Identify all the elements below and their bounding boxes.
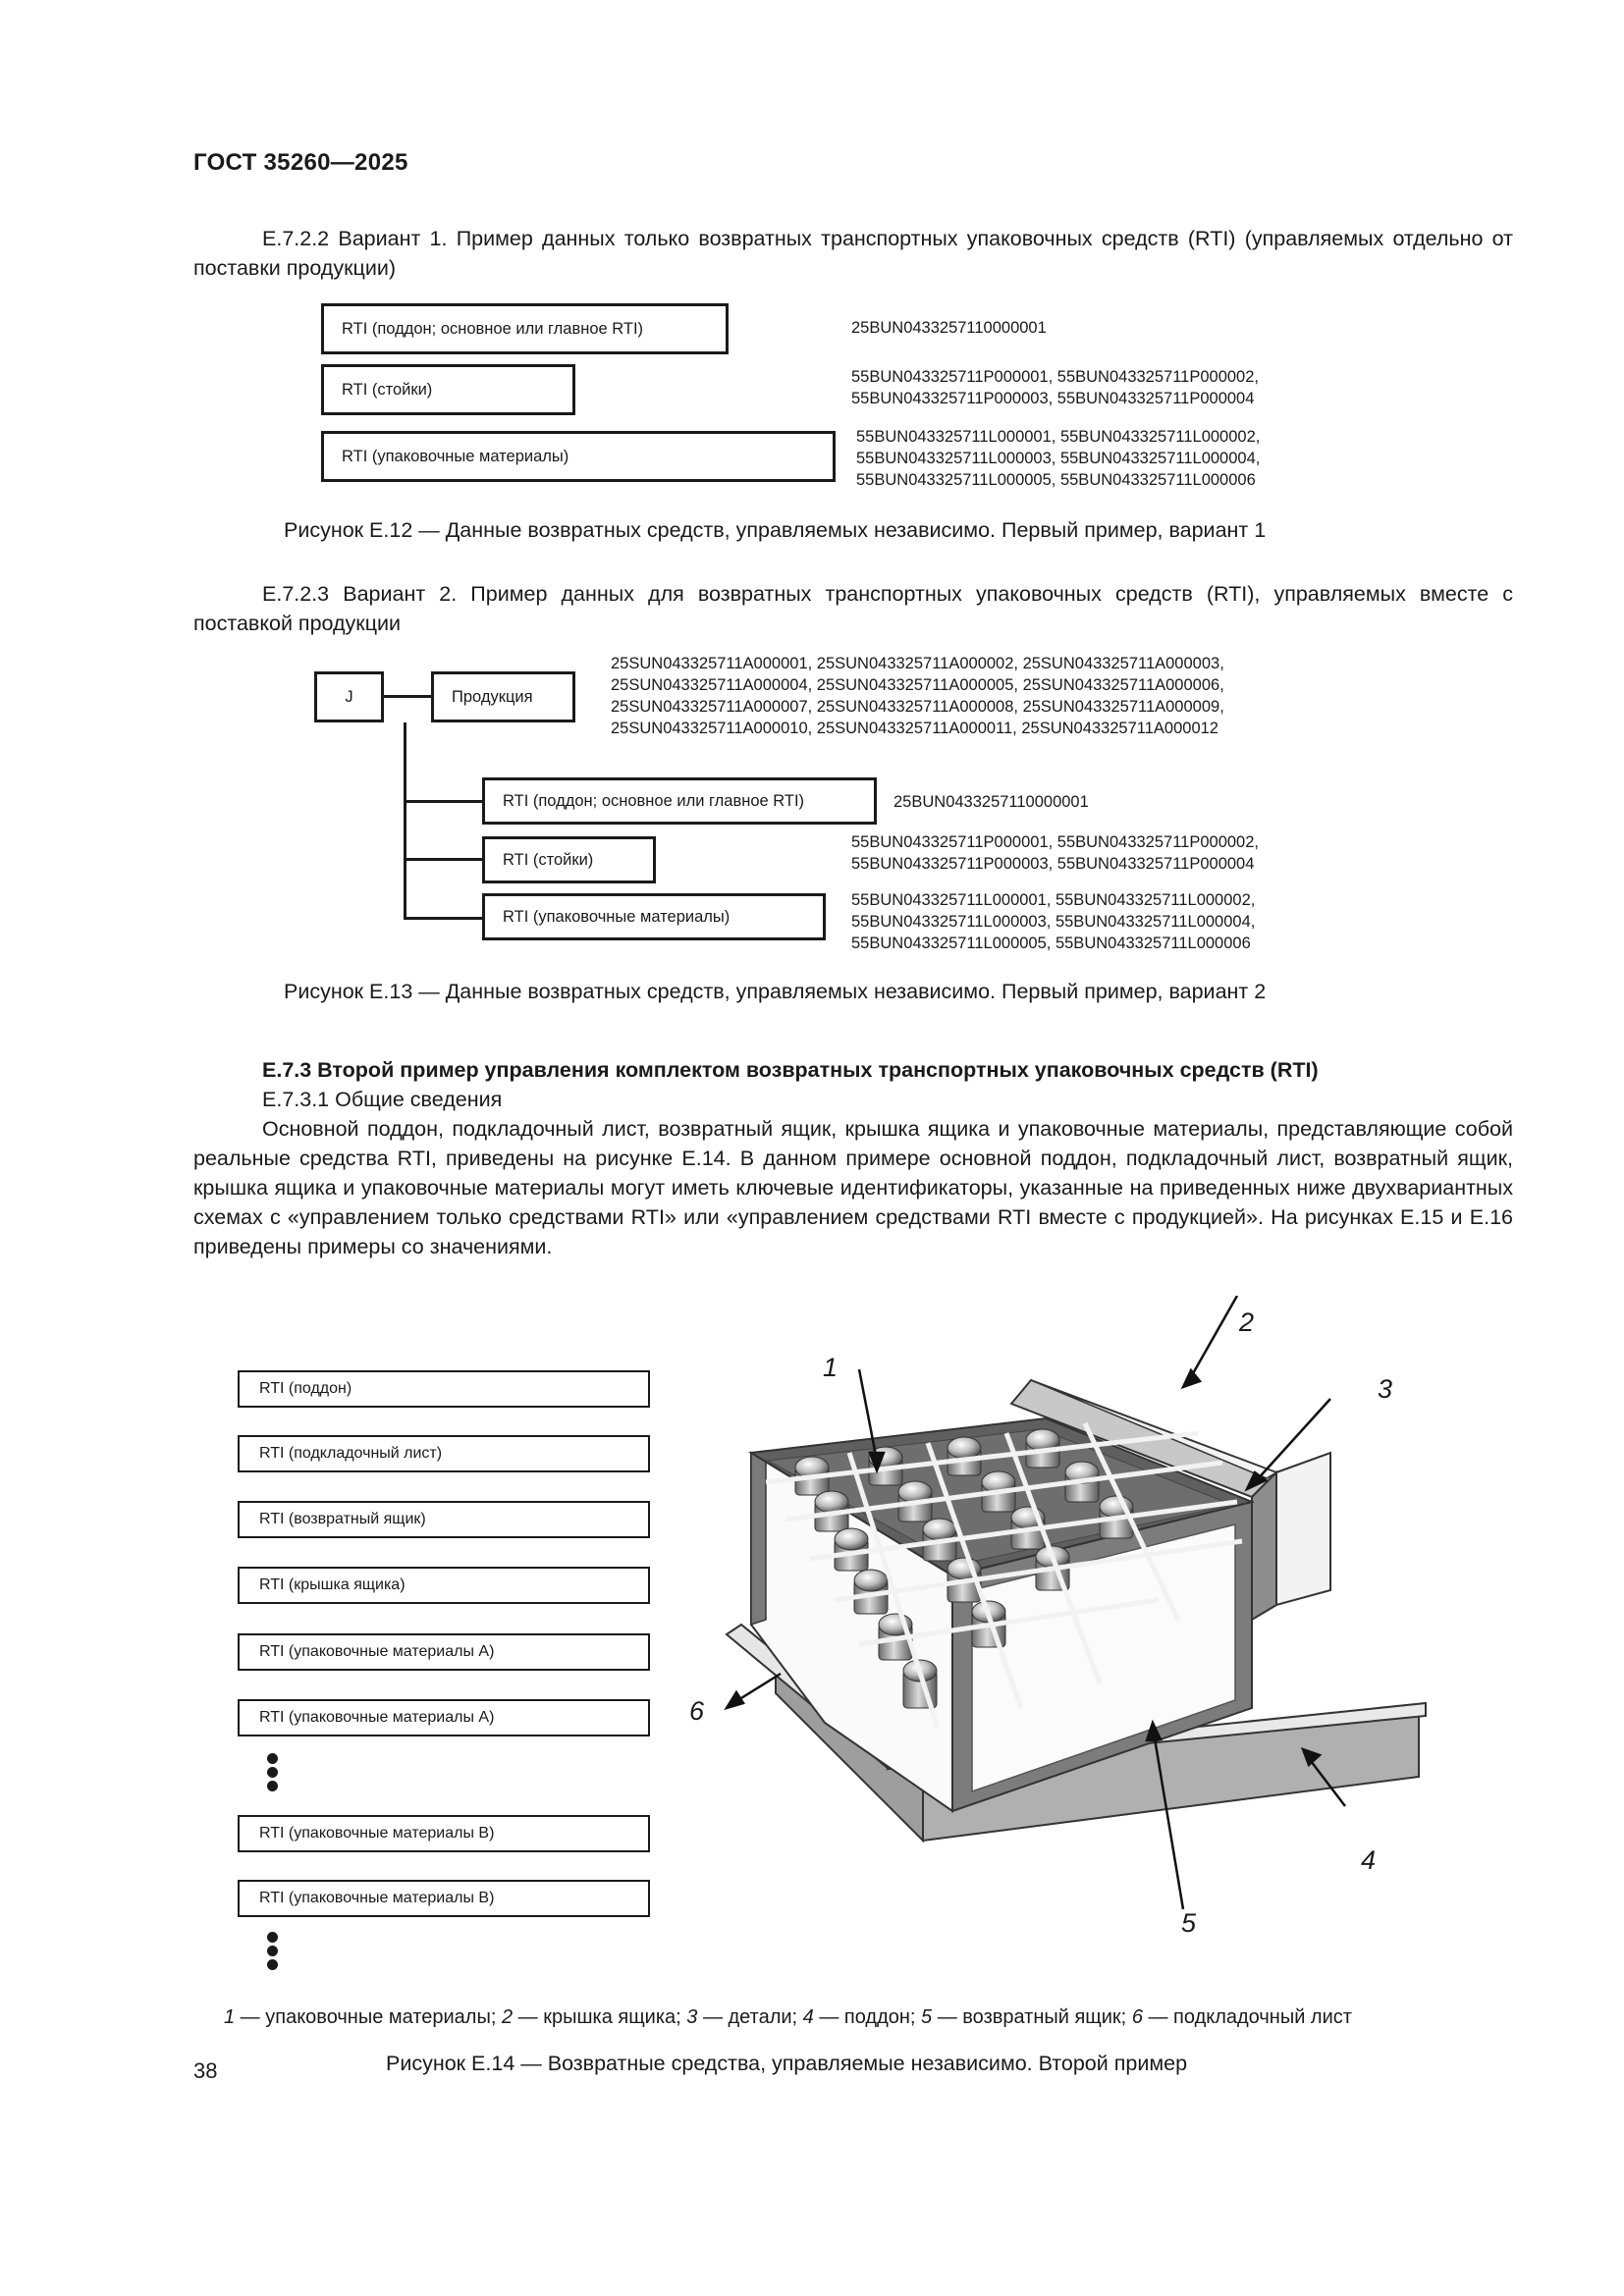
callout-label: 3	[1378, 1374, 1393, 1404]
tree-branch-line	[404, 858, 484, 861]
tree-branch-line	[404, 800, 484, 803]
figure-e13-caption: Рисунок Е.13 — Данные возвратных средств, управляемых независимо. Первый пример, вариант 2	[284, 980, 1267, 1003]
paragraph-e723-text: Е.7.2.3 Вариант 2. Пример данных для возвратных транспортных упаковочных средств (RTI), управляемых вместе с поставкой продукции	[193, 582, 1513, 635]
diagram2-box-pallet: RTI (поддон; основное или главное RTI)	[482, 777, 877, 825]
returnable-box-illustration	[687, 1296, 1532, 2002]
diagram2-box-packaging: RTI (упаковочные материалы)	[482, 893, 826, 940]
callout-label: 6	[689, 1696, 705, 1726]
subsection-heading-text: Е.7.3.1 Общие сведения	[262, 1088, 503, 1111]
code-line: 55BUN043325711L000005, 55BUN043325711L000006	[851, 934, 1251, 952]
figure-e14-caption: Рисунок Е.14 — Возвратные средства, управляемые независимо. Второй пример	[386, 2052, 1188, 2075]
diagram1-box-packaging: RTI (упаковочные материалы)	[321, 431, 836, 482]
code-line: 55BUN043325711P000003, 55BUN043325711P000004	[851, 855, 1255, 873]
rti-list-item: RTI (упаковочные материалы В)	[238, 1815, 650, 1852]
diagram1-box-racks: RTI (стойки)	[321, 364, 575, 415]
page-number: 38	[193, 2058, 218, 2083]
code-line: 25SUN043325711A000004, 25SUN043325711A000005, 25SUN043325711A000006,	[611, 676, 1224, 694]
diagram2-box-j: J	[314, 671, 384, 722]
rti-list-item: RTI (упаковочные материалы А)	[238, 1699, 650, 1736]
callout-label: 4	[1361, 1845, 1377, 1875]
ellipsis-vertical-icon	[267, 1932, 279, 1973]
rti-list-item: RTI (поддон)	[238, 1370, 650, 1408]
code-line: 55BUN043325711L000003, 55BUN043325711L000004,	[851, 913, 1256, 931]
code-line: 25SUN043325711A000007, 25SUN043325711A000008, 25SUN043325711A000009,	[611, 698, 1224, 716]
rti-list-item: RTI (упаковочные материалы А)	[238, 1633, 650, 1671]
figure-e14-legend: 1 — упаковочные материалы; 2 — крышка ящика; 3 — детали; 4 — поддон; 5 — возвратный ящик; 6 — подкладочный лист	[224, 2006, 1352, 2028]
rti-list-item: RTI (крышка ящика)	[238, 1567, 650, 1604]
diagram2-box-racks: RTI (стойки)	[482, 836, 656, 883]
code-line: 55BUN043325711P000001, 55BUN043325711P000002,	[851, 833, 1259, 851]
paragraph-e731-text: Основной поддон, подкладочный лист, возвратный ящик, крышка ящика и упаковочные материалы, представляющие собой реальные средства RTI, приведены на рисунке Е.14. В данном примере основной поддон, подкладочный лист, возвратный ящик, крышка ящика и упаковочные материалы могут иметь ключевые идентификаторы, указанные на приведенных ниже двухвариантных схемах с «управлением только средствами RTI» или «управлением средствами RTI вместе с продукцией». На рисунках Е.15 и Е.16 приведены примеры со значениями.	[193, 1117, 1513, 1258]
rti-list-item: RTI (упаковочные материалы В)	[238, 1880, 650, 1917]
figure-e12-caption: Рисунок Е.12 — Данные возвратных средств, управляемых независимо. Первый пример, вариант 1	[284, 518, 1267, 542]
paragraph-e722-text: Е.7.2.2 Вариант 1. Пример данных только возвратных транспортных упаковочных средств (RTI) (управляемых отдельно от поставки продукции)	[193, 227, 1513, 280]
code-line: 25SUN043325711A000001, 25SUN043325711A000002, 25SUN043325711A000003,	[611, 655, 1224, 672]
tree-branch-line	[404, 917, 484, 920]
diagram2-codes-packaging	[851, 889, 1255, 954]
code-line: 55BUN043325711L000003, 55BUN043325711L000004,	[856, 450, 1261, 467]
document-code: ГОСТ 35260—2025	[193, 149, 408, 176]
section-heading-text: Е.7.3 Второй пример управления комплектом возвратных транспортных упаковочных средств (RTI)	[262, 1058, 1319, 1082]
rti-list-item: RTI (возвратный ящик)	[238, 1501, 650, 1538]
code-line: 25BUN0433257110000001	[893, 793, 1089, 811]
code-line: 55BUN043325711P000003, 55BUN043325711P000004	[851, 390, 1255, 407]
diagram2-codes-product	[611, 653, 1224, 739]
code-line: 55BUN043325711L000001, 55BUN043325711L000002,	[856, 428, 1261, 446]
rti-list-item: RTI (подкладочный лист)	[238, 1435, 650, 1472]
diagram1-codes-racks	[851, 366, 1259, 409]
code-line: 25BUN0433257110000001	[851, 319, 1047, 337]
paragraph-e723	[193, 579, 1513, 638]
callout-label: 1	[823, 1353, 839, 1382]
diagram1-codes-packaging	[856, 426, 1260, 491]
connector-line	[384, 695, 432, 698]
callout-label: 2	[1239, 1308, 1255, 1337]
code-line: 55BUN043325711L000001, 55BUN043325711L000002,	[851, 891, 1256, 909]
subsection-heading	[193, 1085, 1513, 1114]
diagram1-box-pallet: RTI (поддон; основное или главное RTI)	[321, 303, 729, 354]
diagram2-codes-pallet	[893, 791, 1089, 813]
diagram2-codes-racks	[851, 831, 1259, 875]
diagram1-codes-pallet	[851, 317, 1047, 339]
paragraph-e722	[193, 224, 1513, 283]
callout-label: 5	[1181, 1908, 1197, 1938]
ellipsis-vertical-icon	[267, 1753, 279, 1794]
section-heading	[193, 1055, 1513, 1085]
tree-vertical-line	[404, 722, 406, 920]
code-line: 25SUN043325711A000010, 25SUN043325711A000011, 25SUN043325711A000012	[611, 720, 1218, 737]
code-line: 55BUN043325711P000001, 55BUN043325711P000002,	[851, 368, 1259, 386]
code-line: 55BUN043325711L000005, 55BUN043325711L000006	[856, 471, 1256, 489]
diagram2-box-product: Продукция	[431, 671, 575, 722]
paragraph-e731	[193, 1114, 1513, 1261]
